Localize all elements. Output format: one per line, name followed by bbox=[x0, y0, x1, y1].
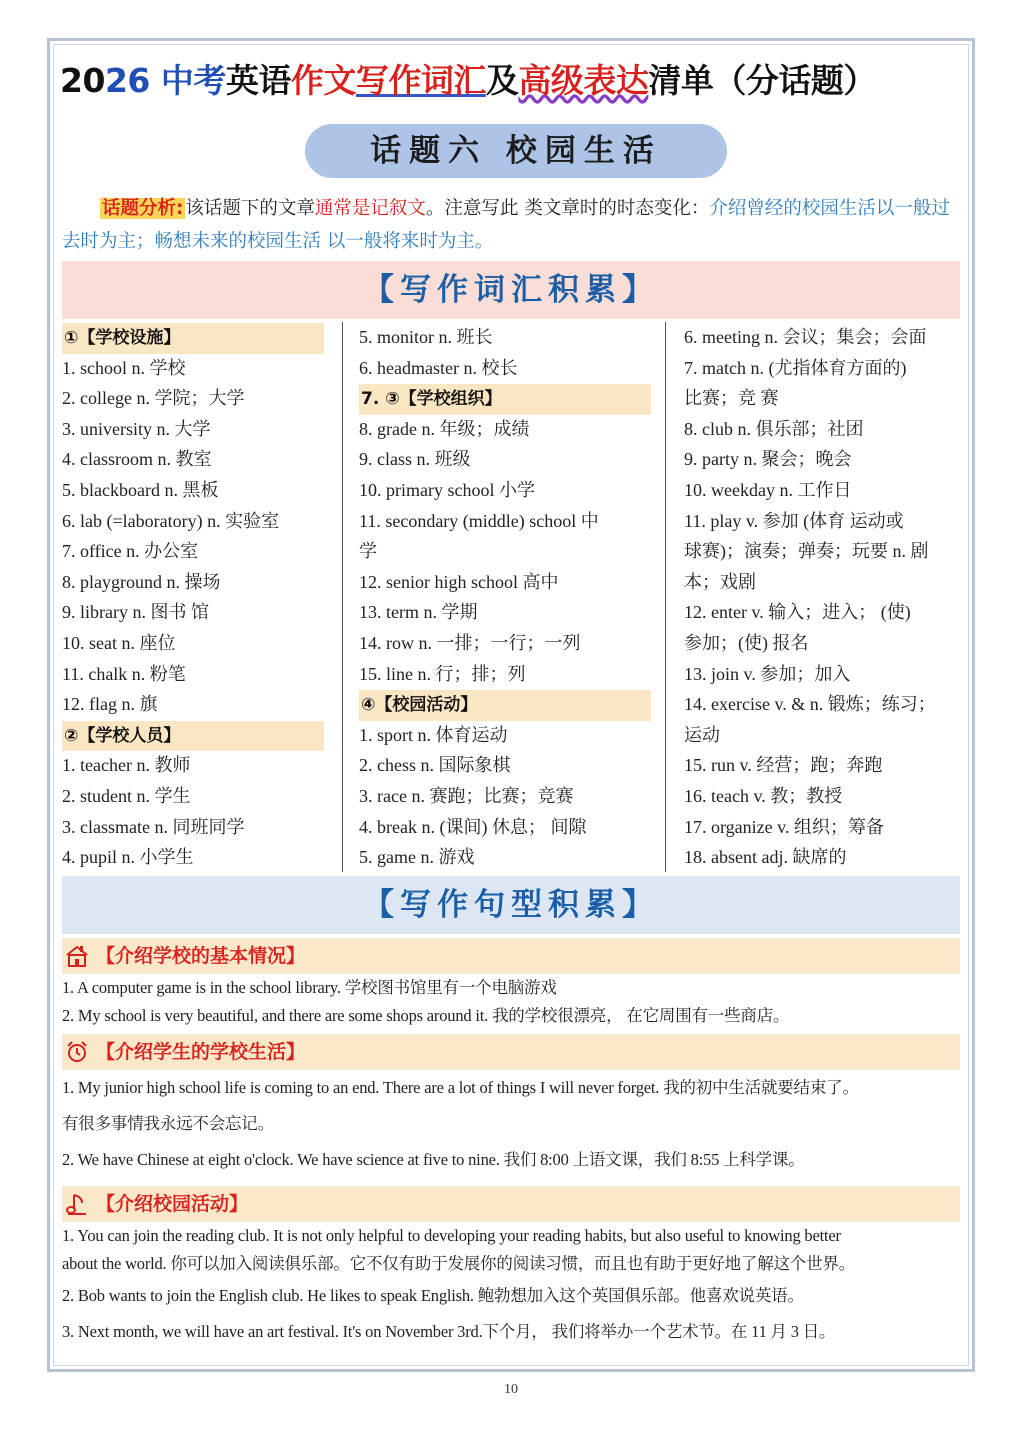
vocab-item bbox=[62, 812, 338, 843]
vocab-item bbox=[62, 414, 338, 445]
vocab-item bbox=[62, 659, 338, 690]
vocab-item-text: 9. class n. 班级 bbox=[359, 449, 471, 470]
vocab-category-label: 7. ③【学校组织】 bbox=[359, 384, 651, 415]
vocab-item-text: 15. line n. 行；排；列 bbox=[359, 663, 526, 684]
vocab-item-text: 11. play v. 参加 (体育 运动或 bbox=[684, 510, 904, 531]
sentence-line: 有很多事情我永远不会忘记。 bbox=[62, 1114, 274, 1133]
vocab-item-text: 12. enter v. 输入；进入； (使) bbox=[684, 602, 911, 623]
vocab-category-label: ①【学校设施】 bbox=[62, 323, 324, 354]
title-list: 清单（分话题） bbox=[648, 61, 876, 100]
vocab-item bbox=[359, 475, 662, 506]
vocab-item-text: 9. library n. 图书 馆 bbox=[62, 602, 209, 623]
vocab-category-heading bbox=[62, 720, 338, 751]
vocab-item bbox=[62, 475, 338, 506]
vocab-item bbox=[62, 506, 338, 537]
vocab-item bbox=[684, 750, 962, 781]
vocab-item bbox=[62, 597, 338, 628]
vocab-item bbox=[684, 781, 962, 812]
vocab-item bbox=[684, 383, 962, 414]
title-essay: 作文 bbox=[290, 61, 356, 100]
vocab-item-text: 本；戏剧 bbox=[684, 571, 756, 592]
vocab-item-text: 2. college n. 学院；大学 bbox=[62, 388, 245, 409]
vocab-item bbox=[359, 567, 662, 598]
topic-analysis bbox=[62, 192, 962, 258]
vocab-item bbox=[62, 536, 338, 567]
vocab-item-text: 17. organize v. 组织；筹备 bbox=[684, 816, 884, 837]
vocab-item-text: 10. primary school 小学 bbox=[359, 479, 535, 500]
vocab-item bbox=[359, 812, 662, 843]
vocab-item-text: 15. run v. 经营；跑；奔跑 bbox=[684, 755, 883, 776]
music-note-icon bbox=[62, 1189, 92, 1219]
title-year: 20 bbox=[60, 61, 105, 100]
vocab-item-text: 6. lab (=laboratory) n. 实验室 bbox=[62, 510, 280, 531]
topic-heading: 话题六 校园生活 bbox=[305, 124, 727, 178]
vocab-item-text: 学 bbox=[359, 541, 377, 562]
vocab-item bbox=[684, 353, 962, 384]
vocab-item-text: 1. teacher n. 教师 bbox=[62, 755, 191, 776]
vocab-item-text: 比赛；竞 赛 bbox=[684, 388, 779, 409]
analysis-text-4: 介绍曾经的校园生活以一般过去时为主；畅想未来的校园生活 以一般将来时为主。 bbox=[62, 198, 950, 252]
analysis-text-3: 。注意写此 类文章时的时态变化： bbox=[425, 198, 710, 219]
vocab-item bbox=[62, 444, 338, 475]
vocab-item-text: 11. chalk n. 粉笔 bbox=[62, 663, 186, 684]
vocab-item bbox=[62, 383, 338, 414]
school-house-icon bbox=[62, 941, 92, 971]
sentence-line: 1. My junior high school life is coming to an end. There are a lot of things I will never forget. 我的初中生活就要结束了。 bbox=[62, 1078, 859, 1097]
vocab-item bbox=[359, 322, 662, 353]
analysis-label: 话题分析: bbox=[102, 198, 184, 219]
sentence-group-title: 【介绍校园活动】 bbox=[96, 1193, 249, 1215]
vocab-item-text: 5. blackboard n. 黑板 bbox=[62, 479, 219, 500]
vocab-item bbox=[359, 781, 662, 812]
vocab-item-text: 3. university n. 大学 bbox=[62, 418, 211, 439]
sentence-group-heading bbox=[62, 938, 960, 974]
vocab-category-heading bbox=[359, 383, 662, 414]
vocab-item bbox=[62, 842, 338, 873]
vocab-item bbox=[359, 536, 662, 567]
alarm-clock-icon bbox=[62, 1037, 92, 1067]
vocab-item bbox=[684, 597, 962, 628]
vocab-item-text: 8. club n. 俱乐部；社团 bbox=[684, 418, 864, 439]
page-number: 10 bbox=[504, 1382, 518, 1397]
vocab-item-text: 3. race n. 赛跑；比赛；竞赛 bbox=[359, 785, 574, 806]
vocab-item-text: 5. game n. 游戏 bbox=[359, 847, 475, 868]
vocab-item bbox=[62, 353, 338, 384]
vocab-item-text: 13. join v. 参加；加入 bbox=[684, 663, 851, 684]
title-advanced: 高级表达 bbox=[518, 61, 649, 100]
vocab-item-text: 11. secondary (middle) school 中 bbox=[359, 510, 599, 531]
vocab-column-3 bbox=[665, 322, 962, 872]
vocab-item bbox=[684, 842, 962, 873]
vocab-item-text: 5. monitor n. 班长 bbox=[359, 327, 493, 347]
vocab-item bbox=[359, 628, 662, 659]
vocab-item bbox=[684, 475, 962, 506]
vocab-item-text: 9. party n. 聚会；晚会 bbox=[684, 449, 852, 470]
sentence-group-title: 【介绍学校的基本情况】 bbox=[96, 945, 306, 967]
vocab-item bbox=[684, 536, 962, 567]
vocab-item bbox=[359, 506, 662, 537]
vocab-category-label: ②【学校人员】 bbox=[62, 721, 324, 752]
vocab-item-text: 3. classmate n. 同班同学 bbox=[62, 816, 245, 837]
vocab-item bbox=[359, 750, 662, 781]
title-exam: 中考 bbox=[149, 61, 226, 100]
vocab-item bbox=[62, 689, 338, 720]
vocab-item-text: 7. office n. 办公室 bbox=[62, 541, 199, 562]
sentence-line: about the world. 你可以加入阅读俱乐部。它不仅有助于发展你的阅读习惯，而且也有助于更好地了解这个世界。 bbox=[62, 1254, 856, 1273]
title-year-accent: 26 bbox=[104, 61, 150, 100]
sentence-group-heading bbox=[62, 1186, 960, 1222]
sentence-line: 2. We have Chinese at eight o'clock. We have science at five to nine. 我们 8:00 上语文课，我们 8:55 上科学课。 bbox=[62, 1150, 805, 1169]
vocab-item bbox=[684, 812, 962, 843]
title-vocab: 写作词汇 bbox=[355, 61, 486, 100]
vocab-item bbox=[359, 414, 662, 445]
vocab-item bbox=[684, 689, 962, 720]
vocab-item bbox=[359, 659, 662, 690]
vocab-item bbox=[684, 506, 962, 537]
vocab-column-1 bbox=[62, 322, 338, 872]
vocab-item-text: 12. flag n. 旗 bbox=[62, 694, 158, 715]
vocab-item-text: 10. seat n. 座位 bbox=[62, 632, 176, 653]
vocab-item bbox=[359, 720, 662, 751]
vocab-category-label: ④【校园活动】 bbox=[359, 690, 651, 721]
vocab-item-text: 18. absent adj. 缺席的 bbox=[684, 847, 847, 868]
vocab-item-text: 8. playground n. 操场 bbox=[62, 571, 221, 592]
vocab-item bbox=[62, 781, 338, 812]
vocab-item bbox=[684, 567, 962, 598]
vocab-item bbox=[684, 414, 962, 445]
sentence-line: 2. Bob wants to join the English club. He likes to speak English. 鲍勃想加入这个英国俱乐部。他喜欢说英语。 bbox=[62, 1286, 804, 1305]
vocab-item-text: 8. grade n. 年级；成绩 bbox=[359, 418, 530, 439]
vocab-item-text: 4. break n. (课间) 休息； 间隙 bbox=[359, 816, 587, 837]
vocab-item-text: 12. senior high school 高中 bbox=[359, 571, 559, 592]
vocab-item bbox=[684, 659, 962, 690]
vocab-item-text: 6. headmaster n. 校长 bbox=[359, 357, 518, 378]
sentence-patterns bbox=[62, 938, 960, 1350]
vocab-item bbox=[684, 628, 962, 659]
sentence-line: 2. My school is very beautiful, and there are some shops around it. 我的学校很漂亮， 在它周围有一些商店。 bbox=[62, 1006, 790, 1025]
vocab-item bbox=[684, 444, 962, 475]
vocab-item-text: 2. student n. 学生 bbox=[62, 785, 191, 806]
vocab-item bbox=[359, 353, 662, 384]
sentence-line: 1. A computer game is in the school library. 学校图书馆里有一个电脑游戏 bbox=[62, 978, 557, 997]
title-and: 及 bbox=[485, 61, 519, 100]
vocab-column-2 bbox=[342, 322, 662, 872]
vocab-item bbox=[62, 567, 338, 598]
vocab-item bbox=[684, 322, 962, 353]
vocab-item bbox=[62, 628, 338, 659]
sentence-group-title: 【介绍学生的学校生活】 bbox=[96, 1041, 306, 1063]
vocab-item-text: 参加；(使) 报名 bbox=[684, 632, 809, 653]
vocab-item-text: 10. weekday n. 工作日 bbox=[684, 479, 852, 500]
vocab-item-text: 14. exercise v. & n. 锻炼；练习； bbox=[684, 694, 936, 715]
vocab-item-text: 16. teach v. 教；教授 bbox=[684, 785, 843, 806]
sentence-line: 3. Next month, we will have an art festival. It's on November 3rd.下个月， 我们将举办一个艺术节。在 11 月 3 日。 bbox=[62, 1322, 836, 1341]
vocab-item-text: 运动 bbox=[684, 724, 720, 745]
vocab-item-text: 4. pupil n. 小学生 bbox=[62, 847, 194, 868]
vocab-section-banner: 【写作词汇积累】 bbox=[62, 261, 960, 319]
title-english: 英语 bbox=[225, 61, 291, 100]
sentence-group-heading bbox=[62, 1034, 960, 1070]
vocab-item bbox=[684, 720, 962, 751]
analysis-text-2: 通常是记叙文 bbox=[314, 198, 426, 219]
vocab-item-text: 14. row n. 一排；一行；一列 bbox=[359, 632, 581, 653]
page-title bbox=[60, 56, 962, 106]
vocab-item bbox=[359, 444, 662, 475]
sentence-section-banner: 【写作句型积累】 bbox=[62, 876, 960, 934]
vocab-item-text: 1. sport n. 体育运动 bbox=[359, 724, 508, 745]
vocab-item-text: 13. term n. 学期 bbox=[359, 602, 478, 623]
vocab-item-text: 6. meeting n. 会议；集会；会面 bbox=[684, 327, 927, 347]
vocab-item-text: 球赛)；演奏；弹奏；玩要 n. 剧 bbox=[684, 541, 929, 562]
vocab-item bbox=[62, 750, 338, 781]
vocab-category-heading bbox=[62, 322, 338, 353]
vocab-item-text: 4. classroom n. 教室 bbox=[62, 449, 212, 470]
analysis-text-1: 该话题下的文章 bbox=[185, 198, 315, 219]
vocab-category-heading bbox=[359, 689, 662, 720]
vocab-item-text: 1. school n. 学校 bbox=[62, 357, 186, 378]
vocab-item-text: 7. match n. (尤指体育方面的) bbox=[684, 357, 907, 378]
vocab-item bbox=[359, 597, 662, 628]
vocab-item bbox=[359, 842, 662, 873]
sentence-line: 1. You can join the reading club. It is not only helpful to developing your reading habits, but also useful to knowing better bbox=[62, 1226, 841, 1245]
vocab-item-text: 2. chess n. 国际象棋 bbox=[359, 755, 511, 776]
